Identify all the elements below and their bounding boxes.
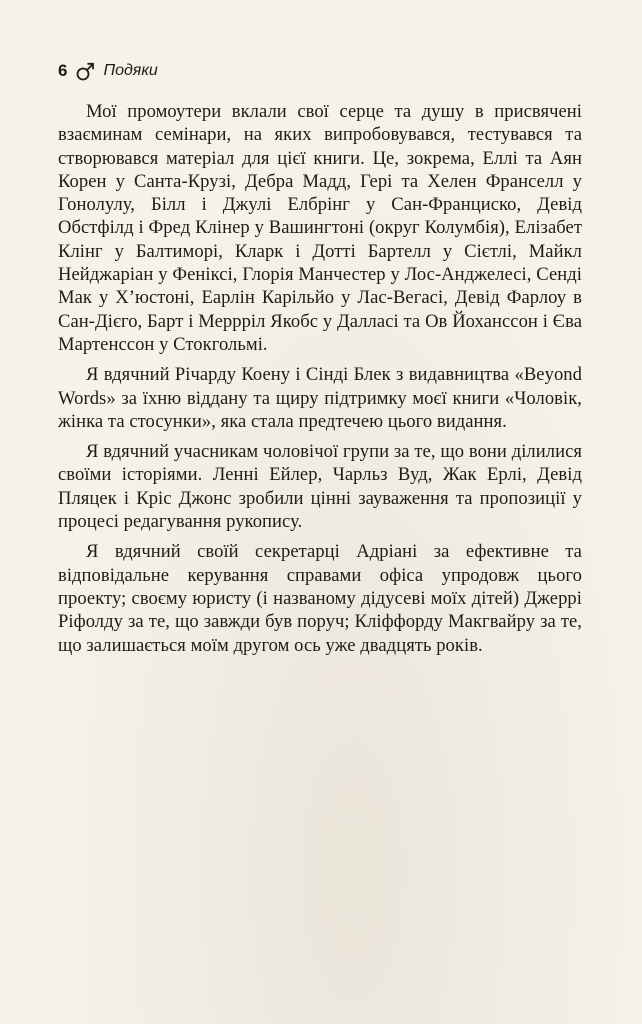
paragraph-promoters: Мої промоутери вклали свої серце та душу в присвячені взаєминам семінари, на яких випробовувався, тестувався та створювався матеріал для цієї книги. Це, зокрема, Еллі та Аян Корен у Санта-Крузі, Дебра Мадд, Гері та Хелен Франселл у Гонолулу, Білл і Джулі Елбрінг у Сан-Франциско, Девід Обстфілд і Фред Клінер у Вашингтоні (округ Колумбія), Елізабет Клінг у Балтиморі, Кларк і Дотті Бартелл у Сієтлі, Майкл Нейджаріан у Феніксі, Глорія Манчестер у Лос-Анджелесі, Сенді Мак у Х’юстоні, Еарлін Карільйо у Лас-Вегасі, Девід Фарлоу в Сан-Дієго, Барт і Меррріл Якобс у Далласі та Ов Йоханссон і Єва Мартенссон у Стокгольмі. (58, 101, 582, 355)
paragraph-mens-group: Я вдячний учасникам чоловічої групи за те, що вони ділилися своїми історіями. Ленні Ейлер, Чарльз Вуд, Жак Ерлі, Девід Пляцек і Кріс Джонс зробили цінні зауваження та пропозиції у процесі редагування рукопису. (58, 441, 582, 533)
body-text (58, 100, 582, 664)
page-header (58, 60, 158, 82)
section-title: Подяки (103, 62, 158, 79)
paragraph-publishers: Я вдячний Річарду Коену і Сінді Блек з видавництва «Beyond Words» за їхню віддану та щиру підтримку моєї книги «Чоловік, жінка та стосунки», яка стала предтечею цього видання. (58, 364, 582, 432)
male-symbol-icon (75, 60, 95, 82)
page-number: 6 (58, 61, 68, 80)
paragraph-secretary: Я вдячний своїй секретарці Адріані за ефективне та відповідальне керування справами офіса упродовж цього проекту; своєму юристу (і названому дідусеві моїх дітей) Джеррі Ріфолду за те, що завжди був поруч; Кліффорду Макгвайру за те, що залишається моїм другом ось уже двадцять років. (58, 541, 582, 656)
